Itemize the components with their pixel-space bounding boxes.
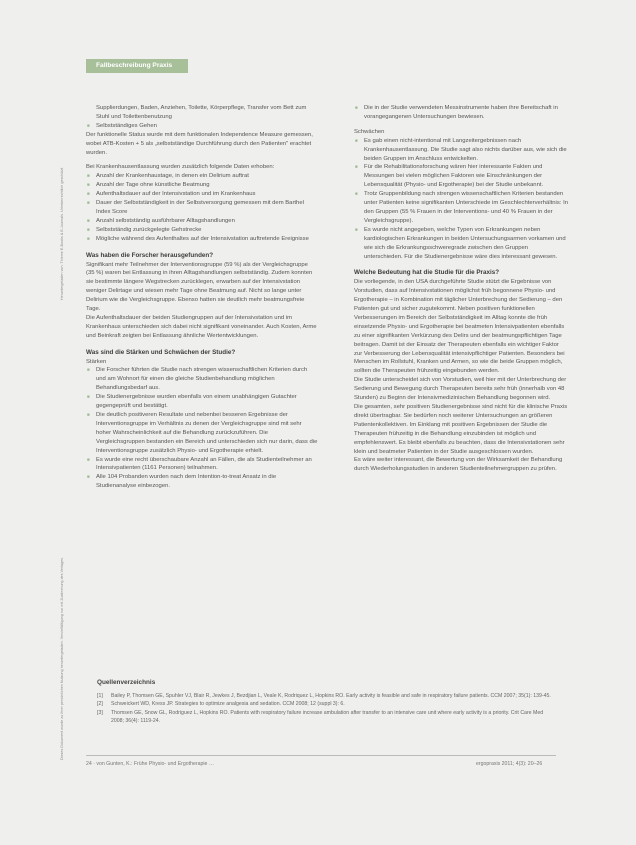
references [97, 679, 557, 726]
right-column [354, 104, 568, 474]
list-item: Supplierdungen, Baden, Anziehen, Toilette, Körperpflege, Transfer vom Bett zum Stuhl und Toilettenbenutzung [96, 105, 307, 120]
list-item: ■ Anzahl der Krankenhaustage, in denen ein Delirium auftrat [86, 172, 318, 181]
list-item: ■ Mögliche während des Aufenthaltes auf der Intensivstation auftretende Ereignisse [86, 235, 318, 244]
section-heading: Welche Bedeutung hat die Studie für die Praxis? [354, 269, 500, 277]
left-column [86, 104, 318, 491]
paragraph: Der funktionelle Status wurde mit dem funktionalen Independence Measure gemessen, wobei ATB-Kosten + 5 als „selbstständige Durchführung durch den Patienten" erachtet wurden. [86, 131, 313, 156]
list-item: ■ Die deutlich positiveren Resultate und nebenbei besseren Ergebnisse der Interventionsgruppe im Verhältnis zu denen der Vergleichsgruppe sind mit sehr hoher Wahrscheinlichkeit auf die Behandlung zurückzuführen. Die Vergleichsgruppen bestanden ein Bereich und unterschieden sich nur darin, dass die Interventionsgruppe zusätzlich Physio- und Ergotherapie erhielt. [86, 411, 318, 456]
section-heading: Was sind die Stärken und Schwächen der Studie? [86, 348, 236, 356]
list-item: ■ Es wurde eine recht überschaubare Anzahl an Fällen, die als Studienteilnehmer an Intensivpatienten (1161 Personen) teilnahmen. [86, 456, 318, 474]
list-item: ■ Die in der Studie verwendeten Messinstrumente haben ihre Bereitschaft in vorangegangenen Untersuchungen bewiesen. [354, 104, 568, 122]
list-item: ■ Anzahl selbstständig ausführbarer Alltagshandlungen [86, 217, 318, 226]
paragraph: Die Studie unterscheidet sich von Vorstudien, weil hier mit der Unterbrechung der Sedierung und Bewegung durch Therapeuten bereits sehr früh (innerhalb von 48 Stunden) zu Beginn der Intensivmedizinischen Behandlung begonnen wird. [354, 377, 567, 402]
list-item: ■ Trotz Gruppenbildung nach strengen wissenschaftlichen Kriterien bestanden unter Patienten keine signifikanten Unterschiede im Geschlechterverhältnis: In den Gruppen (55 % Frauen in der Interventions- und 40 % Frauen in der Vergleichsgruppe). [354, 190, 568, 226]
reference-number: [2] [97, 701, 103, 708]
paragraph: Es wäre weiter interessant, die Bewertung von der Wirksamkeit der Behandlung durch Wiederholungsstudien in anderen Studienteilnehmergruppen zu prüfen. [354, 457, 563, 473]
list-item: ■ Selbstständiges Gehen [86, 122, 318, 131]
list-item: ■ Die Studienergebnisse wurden ebenfalls von einem unabhängigen Gutachter gegengeprüft und bestätigt. [86, 393, 318, 411]
footer-left: 24 · von Gunten, K.: Frühe Physio- und Ergotherapie … [86, 761, 215, 767]
subheading: Stärken [86, 358, 107, 365]
weaknesses-list [354, 137, 568, 262]
side-note-bottom: Dieses Dokument wurde zu Ihrer persönlichen Nutzung heruntergeladen. Vervielfältigung nur mit Zustimmung des Verlages. [60, 556, 64, 760]
reference-text: Bailey P, Thomsen GE, Spuhler VJ, Blair R, Jewkes J, Bezdjian L, Veale K, Rodriquez L, Hopkins RO. Early activity is feasible and safe in respiratory failure patients. CCM 2007; 35(1): 139-45. [111, 692, 551, 699]
reference-item [97, 692, 557, 701]
list-item: ■ Aufenthaltsdauer auf der Intensivstation und im Krankenhaus [86, 190, 318, 199]
list-item: ■ Es wurde nicht angegeben, welche Typen von Erkrankungen neben kardiologischen Erkrankungen in beiden Untersuchungsarmen vorkamen und wie sich die Erkrankungsschweregrade zwischen den Gruppen unterschieden. Für die Studienergebnisse wäre dies interessant gewesen. [354, 226, 568, 262]
reference-text: Thomsen GE, Snow GL, Rodriguez L, Hopkins RO. Patients with respiratory failure increase ambulation after transfer to an intensive care unit where early activity is a priority. Crit Care Med 2008; 36(4): 1119-24. [111, 709, 544, 725]
list-item: ■ Für die Rehabilitationsforschung wären hier interessante Fakten und Messungen bei vielen möglichen Faktoren wie Einschränkungen der Lebensqualität (Physio- und Ergotherapie) bei der Studie unbekannt. [354, 163, 568, 190]
reference-number: [3] [97, 709, 103, 716]
paragraph: Die vorliegende, in den USA durchgeführte Studie stützt die Ergebnisse von Vorstudien, dass auf Intensivstationen möglichst früh begonnene Physio- und Ergotherapie – in Kombination mit täglicher Unterbrechung der Sedierung – den Patienten gut und sicher zugutekommt. Neben positiven funktionellen Verbesserungen im Bereich der Selbstständigkeit im Alltag konnte die früh einsetzende Physio- und Ergotherapie bei beatmeten Intensivpatienten ebenfalls zu einer signifikanten Verkürzung des Delirs und der beatmungspflichtigen Tage beitragen. Damit ist der Einsatz der Therapeuten ebenfalls ein wichtiger Faktor zur Verbesserung der Lebensqualität intensivpflichtiger Patienten. Besonders bei Menschen im Rollstuhl, Kranken und Armen, so wie die beide Gruppen möglich, sollten die Therapeuten frühzeitig eingebunden werden. [354, 279, 565, 375]
list-item: ■ Anzahl der Tage ohne künstliche Beatmung [86, 181, 318, 190]
paragraph: Signifikant mehr Teilnehmer der Interventionsgruppe (59 %) als der Vergleichsgruppe (35 %) waren bei Entlassung in ihren Alltagshandlungen selbstständig. Zudem konnten sie bestimmte längere Wegstrecken zurücklegen, erwarben auf der Intensivstation weniger Delirtage und wiesen mehr Tage ohne Beatmung auf. Nicht so lange unter Delirium wie die Vergleichsgruppe. Ebenso hatten sie deutlich mehr beatmungsfreie Tage. [86, 261, 313, 313]
section-heading: Was haben die Forscher herausgefunden? [86, 251, 214, 259]
paragraph: Die Aufenthaltsdauer der beiden Studiengruppen auf der Intensivstation und im Krankenhaus unterschieden sich dabei nicht signifikant voneinander. Auch Kosten, Arme und Beinkraft zeigten bei Entlassung ähnliche Wertentwicklungen. [86, 314, 317, 339]
reference-number: [1] [97, 692, 103, 699]
bullet-list [86, 172, 318, 243]
side-note-top: Heruntergeladen von: Thieme E-Books & E-Journals. Urheberrechtlich geschützt. [60, 166, 64, 300]
paragraph: Bei Krankenhausentlassung wurden zusätzlich folgende Daten erhoben: [86, 164, 275, 171]
reference-item [97, 700, 557, 709]
footer-rule [86, 755, 556, 756]
references-title: Quellenverzeichnis [97, 679, 156, 686]
intro-list [354, 104, 568, 122]
section-label: Fallbeschreibung Praxis [86, 59, 188, 73]
strengths-list [86, 366, 318, 491]
list-item: ■ Die Forscher führten die Studie nach strengen wissenschaftlichen Kriterien durch und am Wohnort für einen die gleiche Studienbehandlung möglichen Behandlungsbedarf aus. [86, 366, 318, 393]
footer-right: ergopraxis 2011; 4(3): 20–26 [476, 761, 543, 767]
reference-text: Schweickert WD, Kress JP. Strategies to optimize analgesia and sedation. CCM 2008; 12 (suppl 3): 6. [111, 701, 345, 708]
paragraph: Die gesamten, sehr positiven Studienergebnisse sind nicht für die klinische Praxis direkt übertragbar. Sie bedürfen noch weiterer Untersuchungen an größeren Patientenkollektiven. Im Einklang mit positiven Ergebnissen der Studie die Therapeuten frühzeitig in die Behandlung einzubinden ist möglich und empfehlenswert. Es bleibt ebenfalls zu beachten, dass die Intensivstationen sehr klein und beatmeter Patienten in der Studie ausgeschlossen wurden. [354, 404, 568, 455]
reference-item [97, 709, 557, 726]
list-item: ■ Dauer der Selbstständigkeit in der Selbstversorgung gemessen mit dem Barthel Index Score [86, 199, 318, 217]
list-item: ■ Alle 104 Probanden wurden nach dem Intention-to-treat Ansatz in die Studienanalyse einbezogen. [86, 473, 318, 491]
subheading: Schwächen [354, 128, 385, 135]
list-item: ■ Es gab einen nicht-intentional mit Langzeitergebnissen nach Krankenhausentlassung. Die Studie sagt also nichts darüber aus, wie sich die beiden Gruppen im Anschluss entwickelten. [354, 137, 568, 164]
intro-list [86, 104, 318, 131]
list-item: ■ Selbstständig zurückgelegte Gehstrecke [86, 226, 318, 235]
